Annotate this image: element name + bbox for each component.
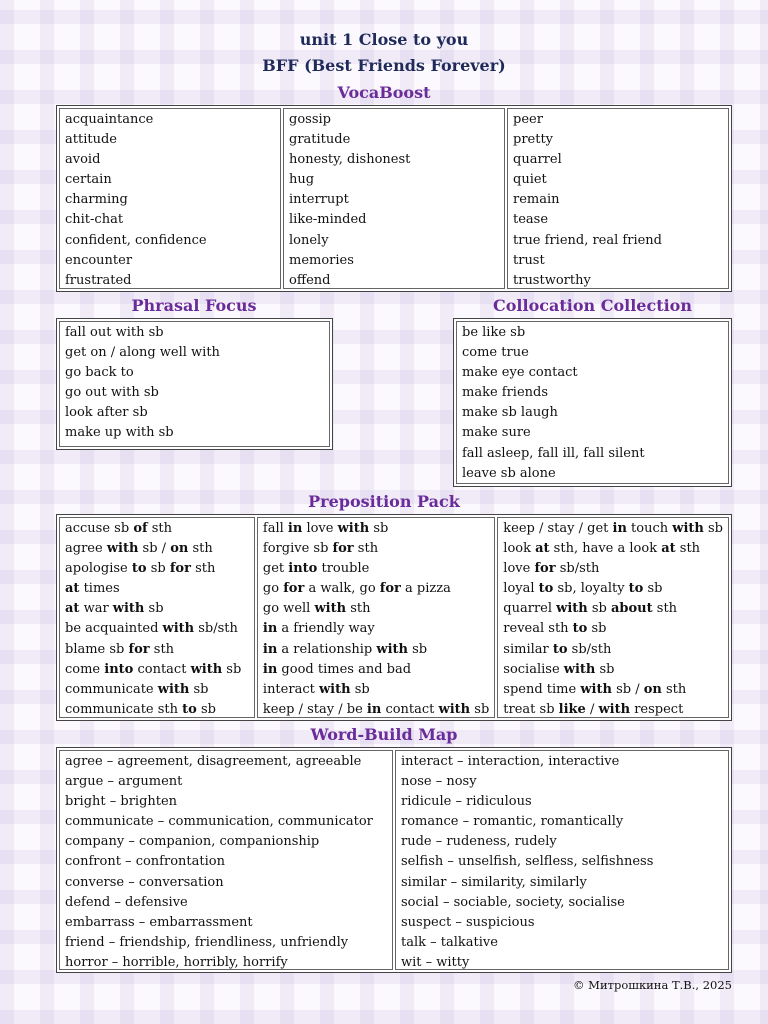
phrase-text: sth xyxy=(188,541,213,557)
phrase-text: similar xyxy=(503,641,553,657)
phrase-text: sth xyxy=(190,561,216,577)
preposition-word: like xyxy=(558,701,586,717)
list-item: converse – conversation xyxy=(65,874,224,890)
list-item: look after sb xyxy=(65,405,148,421)
phrase-text: sth xyxy=(346,601,371,617)
phrase-text: love xyxy=(503,561,535,577)
vocaboost-heading: VocaBoost xyxy=(337,83,431,102)
phrase-text: sb xyxy=(595,661,615,677)
list-item: interrupt xyxy=(289,192,349,208)
phrase-text: look xyxy=(503,541,536,557)
list-item: company – companion, companionship xyxy=(65,834,320,850)
list-item: go out with sb xyxy=(65,385,159,401)
list-item xyxy=(263,619,489,639)
phrase-text: communicate sth xyxy=(65,701,183,717)
list-item xyxy=(263,700,489,720)
list-item xyxy=(503,519,723,539)
phrase-text: contact xyxy=(133,661,191,677)
list-item xyxy=(263,579,489,599)
list-item: honesty, dishonest xyxy=(289,152,411,168)
phrase-text: a pizza xyxy=(400,581,451,597)
phrase-text: a walk, go xyxy=(304,581,380,597)
vocaboost-column xyxy=(283,108,505,289)
list-item: make sb laugh xyxy=(462,405,558,421)
wordbuild-table xyxy=(56,747,732,973)
preposition-word: for xyxy=(283,581,305,597)
preposition-word: to xyxy=(552,641,568,657)
phrase-text: sth xyxy=(652,601,678,617)
preposition-word: with xyxy=(106,541,139,557)
phrase-text: sb xyxy=(407,641,428,657)
preposition-word: at xyxy=(535,541,550,557)
collocation-table xyxy=(453,318,732,487)
list-item xyxy=(65,680,249,700)
list-item xyxy=(503,619,723,639)
list-item: interact – interaction, interactive xyxy=(401,754,620,769)
phrase-text: sth xyxy=(675,541,701,557)
list-item: pretty xyxy=(513,132,554,148)
list-item: certain xyxy=(65,172,112,188)
phrase-text: / xyxy=(585,701,599,717)
list-item: hug xyxy=(289,172,315,188)
list-item: fall out with sb xyxy=(65,325,164,340)
preposition-word: at xyxy=(65,581,80,597)
list-item: talk – talkative xyxy=(401,934,498,950)
vocaboost-column xyxy=(59,108,281,289)
phrase-text: sb xyxy=(222,661,242,677)
list-item xyxy=(65,559,249,579)
list-item: make friends xyxy=(462,385,549,401)
phrase-text: accuse sb xyxy=(65,521,134,536)
unit-title: unit 1 Close to you xyxy=(299,30,469,49)
list-item xyxy=(65,640,249,660)
list-item xyxy=(263,599,489,619)
phrase-text: treat sb xyxy=(503,701,559,717)
list-item: peer xyxy=(513,112,543,127)
list-item: confront – confrontation xyxy=(65,854,225,870)
list-item: go back to xyxy=(65,365,134,381)
preposition-column xyxy=(257,517,495,718)
preposition-word: for xyxy=(534,561,556,577)
list-item: embarrass – embarrassment xyxy=(65,914,253,930)
list-item: horror – horrible, horribly, horrify xyxy=(65,954,288,970)
phrase-text: interact xyxy=(262,681,319,697)
phrase-text: a relationship xyxy=(277,641,377,657)
phrase-text: reveal sth xyxy=(503,621,573,637)
preposition-word: for xyxy=(128,641,150,657)
preposition-word: with xyxy=(162,621,195,637)
phrase-text: sb xyxy=(369,521,389,536)
phrase-text: sth xyxy=(353,541,379,557)
phrase-text: sb xyxy=(189,681,209,697)
preposition-word: to xyxy=(538,581,554,597)
preposition-word: for xyxy=(379,581,401,597)
phrase-text: quarrel xyxy=(503,601,557,617)
list-item: ridicule – ridiculous xyxy=(401,794,532,810)
list-item: quiet xyxy=(513,172,547,188)
preposition-word: on xyxy=(170,541,189,557)
list-item: selfish – unselfish, selfless, selfishness xyxy=(401,854,654,870)
phrase-text: respect xyxy=(630,701,684,717)
list-item xyxy=(503,700,723,720)
list-item xyxy=(503,579,723,599)
list-item: tease xyxy=(513,212,549,228)
list-item xyxy=(503,640,723,660)
phrase-text: sb xyxy=(587,621,607,637)
preposition-word: on xyxy=(643,681,662,697)
list-item: like-minded xyxy=(289,212,367,228)
phrase-text: war xyxy=(79,601,113,617)
list-item: bright – brighten xyxy=(65,794,178,810)
list-item: memories xyxy=(289,252,354,268)
phrase-text: communicate xyxy=(65,681,158,697)
list-item xyxy=(65,660,249,680)
list-item: romance – romantic, romantically xyxy=(401,814,624,830)
list-item: come true xyxy=(462,345,529,361)
list-item: make sure xyxy=(462,425,531,441)
list-item: fall asleep, fall ill, fall silent xyxy=(462,445,645,461)
list-item: wit – witty xyxy=(401,954,470,970)
phrasal-column xyxy=(59,321,330,447)
phrase-text: sb / xyxy=(611,681,644,697)
list-item xyxy=(263,539,489,559)
phrase-text: be acquainted xyxy=(65,621,163,637)
preposition-column xyxy=(59,517,255,718)
phrase-text: sb/sth xyxy=(567,641,612,657)
list-item xyxy=(263,660,489,680)
phrase-text: keep / stay / be xyxy=(262,701,367,717)
phrase-text: go xyxy=(262,581,284,597)
list-item xyxy=(503,660,723,680)
list-item: remain xyxy=(513,192,560,208)
preposition-word: with xyxy=(376,641,408,657)
list-item: argue – argument xyxy=(65,774,183,790)
phrase-text: sb xyxy=(470,701,490,717)
preposition-word: in xyxy=(262,621,278,637)
phrase-text: sb xyxy=(196,701,216,717)
preposition-word: into xyxy=(104,661,134,677)
list-item: rude – rudeness, rudely xyxy=(401,834,557,850)
preposition-word: with xyxy=(580,681,612,697)
preposition-word: with xyxy=(563,661,596,677)
preposition-word: in xyxy=(287,521,303,536)
list-item: suspect – suspicious xyxy=(401,914,535,930)
list-item: quarrel xyxy=(513,152,562,168)
preposition-word: for xyxy=(169,561,191,577)
list-item: defend – defensive xyxy=(65,894,188,910)
copyright: © Митрошкина Т.В., 2025 xyxy=(573,978,732,992)
phrase-text: spend time xyxy=(503,681,581,697)
list-item: make eye contact xyxy=(462,365,578,381)
wordbuild-column xyxy=(59,750,393,970)
list-item xyxy=(65,579,249,599)
phrase-text: socialise xyxy=(503,661,564,677)
list-item: nose – nosy xyxy=(401,774,477,790)
collocation-column xyxy=(456,321,729,484)
preposition-word: with xyxy=(438,701,471,717)
preposition-word: with xyxy=(314,601,347,617)
phrase-text: sb xyxy=(703,521,723,536)
list-item: be like sb xyxy=(462,325,526,340)
list-item: lonely xyxy=(289,232,329,248)
list-item: make up with sb xyxy=(65,425,174,441)
list-item xyxy=(503,599,723,619)
preposition-word: in xyxy=(612,521,627,536)
preposition-word: in xyxy=(366,701,382,717)
list-item: trustworthy xyxy=(513,272,591,288)
list-item: gossip xyxy=(289,112,331,127)
phrase-text: sb xyxy=(350,681,370,697)
phrasal-table xyxy=(56,318,333,450)
phrase-text: go well xyxy=(262,601,315,617)
phrase-text: sb/sth xyxy=(555,561,600,577)
list-item: attitude xyxy=(65,132,117,148)
phrase-text: agree xyxy=(65,541,107,557)
list-item: similar – similarity, similarly xyxy=(401,874,587,890)
list-item: chit-chat xyxy=(65,212,124,228)
list-item: communicate – communication, communicator xyxy=(65,814,373,830)
list-item xyxy=(65,700,249,720)
phrase-text: sb xyxy=(144,601,164,617)
preposition-word: with xyxy=(157,681,190,697)
preposition-word: in xyxy=(262,641,278,657)
phrase-text: sb xyxy=(146,561,170,577)
phrase-text: loyal xyxy=(503,581,539,597)
phrase-text: keep / stay / get xyxy=(503,521,613,536)
wordbuild-heading: Word-Build Map xyxy=(310,725,458,744)
phrase-text: sth xyxy=(149,641,175,657)
list-item: social – sociable, society, socialise xyxy=(401,894,625,910)
phrase-text: sb/sth xyxy=(194,621,238,637)
preposition-word: in xyxy=(262,661,278,677)
preposition-word: to xyxy=(182,701,197,717)
preposition-word: to xyxy=(131,561,147,577)
phrase-text: forgive sb xyxy=(262,541,333,557)
phrase-text: sb / xyxy=(138,541,171,557)
phrase-text: love xyxy=(302,521,338,536)
vocaboost-table xyxy=(56,105,732,292)
list-item: avoid xyxy=(65,152,101,168)
preposition-word: to xyxy=(628,581,644,597)
preposition-word: with xyxy=(556,601,588,617)
list-item: true friend, real friend xyxy=(513,232,662,248)
preposition-word: with xyxy=(318,681,351,697)
list-item xyxy=(263,559,489,579)
phrase-text: sb, loyalty xyxy=(553,581,629,597)
list-item: agree – agreement, disagreement, agreeable xyxy=(65,754,362,769)
list-item xyxy=(65,619,249,639)
list-item xyxy=(263,680,489,700)
preposition-word: with xyxy=(672,521,704,536)
topic-title: BFF (Best Friends Forever) xyxy=(262,56,506,75)
list-item xyxy=(65,539,249,559)
phrase-text: sth xyxy=(661,681,687,697)
list-item xyxy=(263,640,489,660)
list-item: confident, confidence xyxy=(65,232,207,248)
list-item: get on / along well with xyxy=(65,345,220,361)
preposition-word: with xyxy=(337,521,370,536)
list-item: gratitude xyxy=(289,132,351,148)
phrase-text: blame sb xyxy=(65,641,129,657)
list-item xyxy=(503,559,723,579)
phrasal-heading: Phrasal Focus xyxy=(131,296,257,315)
preposition-word: of xyxy=(133,521,148,536)
preposition-word: into xyxy=(288,561,318,577)
list-item: leave sb alone xyxy=(462,465,556,481)
list-item: friend – friendship, friendliness, unfriendly xyxy=(65,934,349,950)
list-item xyxy=(65,519,249,539)
phrase-text: apologise xyxy=(65,561,132,577)
preposition-heading: Preposition Pack xyxy=(308,492,460,511)
phrase-text: sb xyxy=(587,601,611,617)
list-item xyxy=(503,539,723,559)
phrase-text: trouble xyxy=(317,561,370,577)
preposition-word: with xyxy=(190,661,223,677)
phrase-text: sth xyxy=(147,521,172,536)
list-item: trust xyxy=(513,252,545,268)
preposition-word: with xyxy=(112,601,145,617)
phrase-text: fall xyxy=(262,521,288,536)
phrase-text: touch xyxy=(626,521,673,536)
preposition-word: with xyxy=(598,701,631,717)
list-item: encounter xyxy=(65,252,133,268)
preposition-word: at xyxy=(65,601,80,617)
list-item: frustrated xyxy=(65,272,132,288)
list-item xyxy=(263,519,489,539)
list-item: offend xyxy=(289,272,331,288)
list-item xyxy=(65,599,249,619)
list-item: charming xyxy=(65,192,128,208)
preposition-column xyxy=(497,517,729,718)
vocaboost-column xyxy=(507,108,729,289)
phrase-text: times xyxy=(79,581,120,597)
preposition-table xyxy=(56,514,732,721)
preposition-word: for xyxy=(332,541,354,557)
collocation-heading: Collocation Collection xyxy=(493,296,692,315)
preposition-word: at xyxy=(661,541,676,557)
wordbuild-column xyxy=(395,750,729,970)
phrase-text: come xyxy=(65,661,105,677)
phrase-text: get xyxy=(262,561,289,577)
phrase-text: contact xyxy=(381,701,439,717)
phrase-text: sth, have a look xyxy=(549,541,662,557)
preposition-word: about xyxy=(611,601,653,617)
list-item: acquaintance xyxy=(65,112,154,127)
list-item xyxy=(503,680,723,700)
phrase-text: a friendly way xyxy=(277,621,375,637)
preposition-word: to xyxy=(572,621,588,637)
phrase-text: sb xyxy=(643,581,663,597)
phrase-text: good times and bad xyxy=(277,661,412,677)
